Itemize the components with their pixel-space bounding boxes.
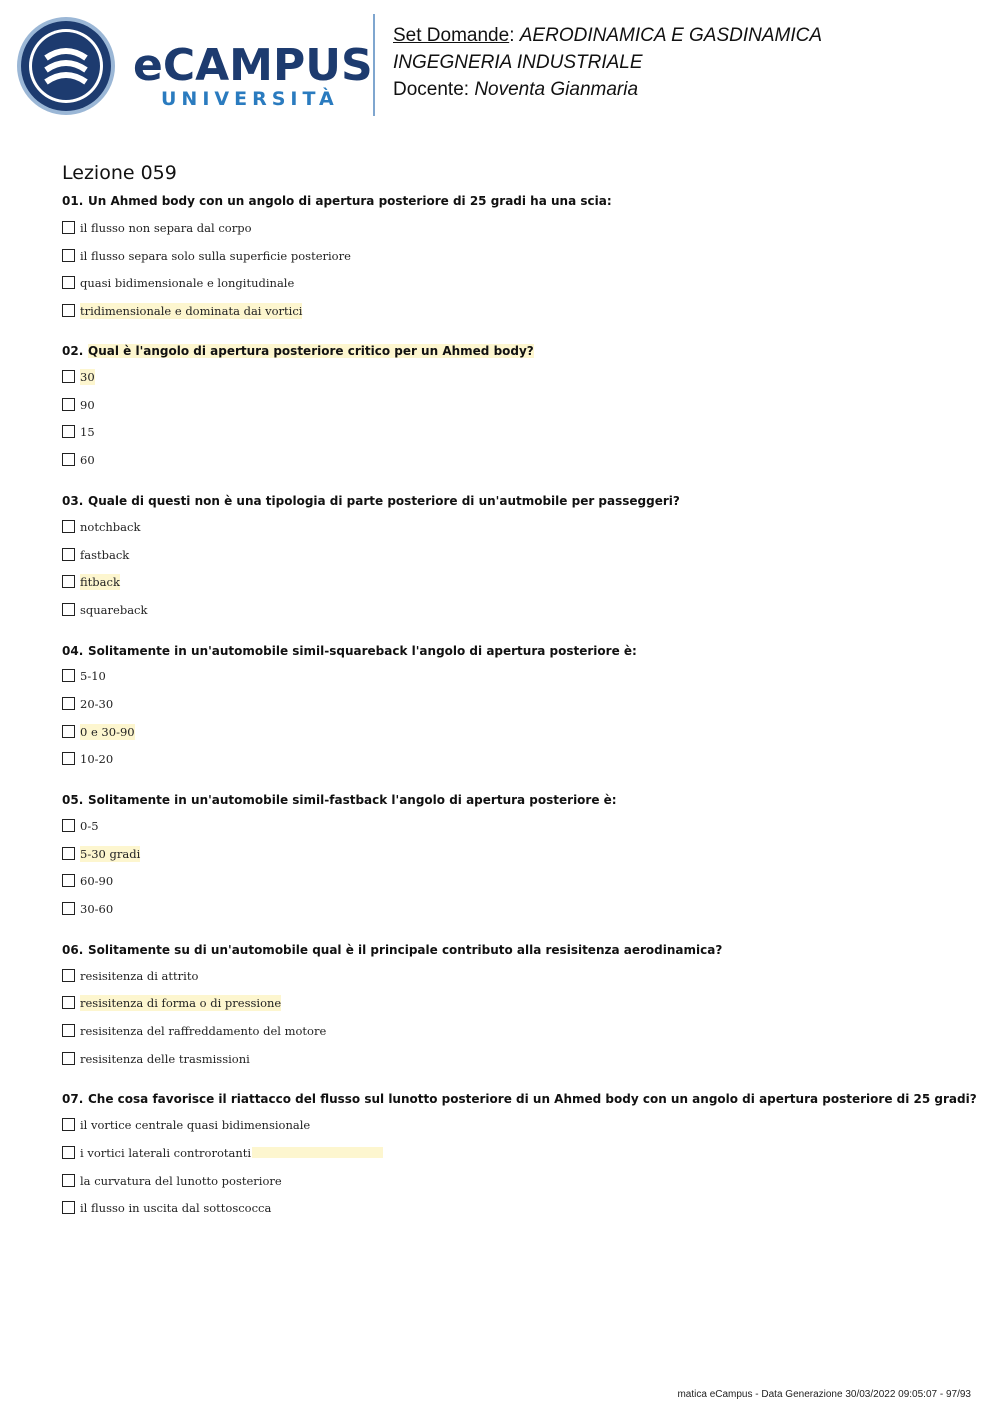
question-01 (62, 193, 612, 209)
course-line (393, 49, 643, 76)
question-05 (62, 792, 617, 808)
option-text: 90 (80, 398, 95, 412)
teacher-name: Noventa Gianmaria (474, 79, 639, 100)
option-text-highlighted: resisitenza di forma o di pressione (80, 996, 282, 1010)
lesson-title: Lezione 059 (62, 162, 177, 184)
checkbox[interactable] (62, 902, 75, 915)
question-text: Che cosa favorisce il riattacco del flusso sul lunotto posteriore di un Ahmed body con un angolo di apertura posteriore di 25 gradi? (88, 1092, 977, 1106)
question-text: Solitamente in un'automobile simil-fastback l'angolo di apertura posteriore è: (88, 793, 617, 807)
checkbox[interactable] (62, 1052, 75, 1065)
option-text: 10-20 (80, 752, 114, 766)
checkbox[interactable] (62, 398, 75, 411)
teacher-line (393, 76, 638, 103)
option-text: resisitenza delle trasmissioni (80, 1052, 250, 1066)
option-text: resisitenza del raffreddamento del motore (80, 1024, 327, 1038)
checkbox[interactable] (62, 249, 75, 262)
option-text: resisitenza di attrito (80, 969, 199, 983)
checkbox[interactable] (62, 819, 75, 832)
option-text: notchback (80, 520, 141, 534)
question-07 (62, 1091, 977, 1107)
option-text-highlighted: 0 e 30-90 (80, 725, 135, 739)
set-value: AERODINAMICA E GASDINAMICA (519, 25, 823, 46)
checkbox[interactable] (62, 520, 75, 533)
question-text: Solitamente in un'automobile simil-squareback l'angolo di apertura posteriore è: (88, 644, 637, 658)
option-text: 60 (80, 453, 95, 467)
checkbox[interactable] (62, 603, 75, 616)
set-line (393, 22, 822, 49)
question-06 (62, 942, 722, 958)
question-number: 07. (62, 1092, 84, 1106)
option-text-highlighted: 5-30 gradi (80, 847, 141, 861)
option-text: 0-5 (80, 819, 99, 833)
checkbox[interactable] (62, 1174, 75, 1187)
checkbox[interactable] (62, 847, 75, 860)
checkbox[interactable] (62, 874, 75, 887)
checkbox[interactable] (62, 221, 75, 234)
checkbox[interactable] (62, 996, 75, 1009)
question-number: 02. (62, 344, 84, 358)
checkbox[interactable] (62, 276, 75, 289)
course-name: INGEGNERIA INDUSTRIALE (393, 52, 643, 73)
question-03 (62, 493, 680, 509)
checkbox[interactable] (62, 425, 75, 438)
question-text: Un Ahmed body con un angolo di apertura posteriore di 25 gradi ha una scia: (88, 194, 612, 208)
highlight-mark (252, 1147, 383, 1158)
option-text-highlighted: tridimensionale e dominata dai vortici (80, 304, 303, 318)
checkbox[interactable] (62, 548, 75, 561)
page-footer: matica eCampus - Data Generazione 30/03/2022 09:05:07 - 97/93 (677, 1389, 971, 1400)
checkbox[interactable] (62, 969, 75, 982)
document-header (0, 0, 1000, 130)
ecampus-seal-icon (16, 16, 116, 116)
question-text-highlighted: Qual è l'angolo di apertura posteriore critico per un Ahmed body? (88, 344, 534, 358)
logo-wordmark: eCAMPUS (133, 40, 373, 91)
checkbox[interactable] (62, 1201, 75, 1214)
checkbox[interactable] (62, 1118, 75, 1131)
option-text: fastback (80, 548, 130, 562)
logo-subtitle: UNIVERSITÀ (161, 88, 339, 110)
checkbox[interactable] (62, 669, 75, 682)
option-text: il flusso separa solo sulla superficie posteriore (80, 249, 351, 263)
option-text: 20-30 (80, 697, 114, 711)
option-text: il vortice centrale quasi bidimensionale (80, 1118, 311, 1132)
option-text: squareback (80, 603, 148, 617)
question-number: 03. (62, 494, 84, 508)
checkbox[interactable] (62, 725, 75, 738)
checkbox[interactable] (62, 370, 75, 383)
option-text: i vortici laterali controrotanti (80, 1146, 252, 1160)
option-text-highlighted: fitback (80, 575, 120, 589)
option-text: il flusso non separa dal corpo (80, 221, 252, 235)
option-text-highlighted: 30 (80, 370, 95, 384)
checkbox[interactable] (62, 697, 75, 710)
set-label: Set Domande (393, 25, 510, 46)
option-text: 60-90 (80, 874, 114, 888)
question-04 (62, 643, 637, 659)
question-text: Quale di questi non è una tipologia di parte posteriore di un'autmobile per passeggeri? (88, 494, 680, 508)
checkbox[interactable] (62, 752, 75, 765)
checkbox[interactable] (62, 1024, 75, 1037)
checkbox[interactable] (62, 575, 75, 588)
option-text: 30-60 (80, 902, 114, 916)
set-separator: : (509, 25, 520, 46)
question-number: 06. (62, 943, 84, 957)
question-number: 01. (62, 194, 84, 208)
checkbox[interactable] (62, 1146, 75, 1159)
question-number: 05. (62, 793, 84, 807)
teacher-label: Docente: (393, 79, 475, 100)
question-number: 04. (62, 644, 84, 658)
question-02 (62, 343, 534, 359)
option-text: quasi bidimensionale e longitudinale (80, 276, 295, 290)
option-text: 15 (80, 425, 95, 439)
checkbox[interactable] (62, 453, 75, 466)
question-text: Solitamente su di un'automobile qual è il principale contributo alla resisitenza aerodinamica? (88, 943, 723, 957)
option-text: 5-10 (80, 669, 106, 683)
option-text: il flusso in uscita dal sottoscocca (80, 1201, 272, 1215)
checkbox[interactable] (62, 304, 75, 317)
option-text: la curvatura del lunotto posteriore (80, 1174, 282, 1188)
header-divider (373, 14, 375, 116)
